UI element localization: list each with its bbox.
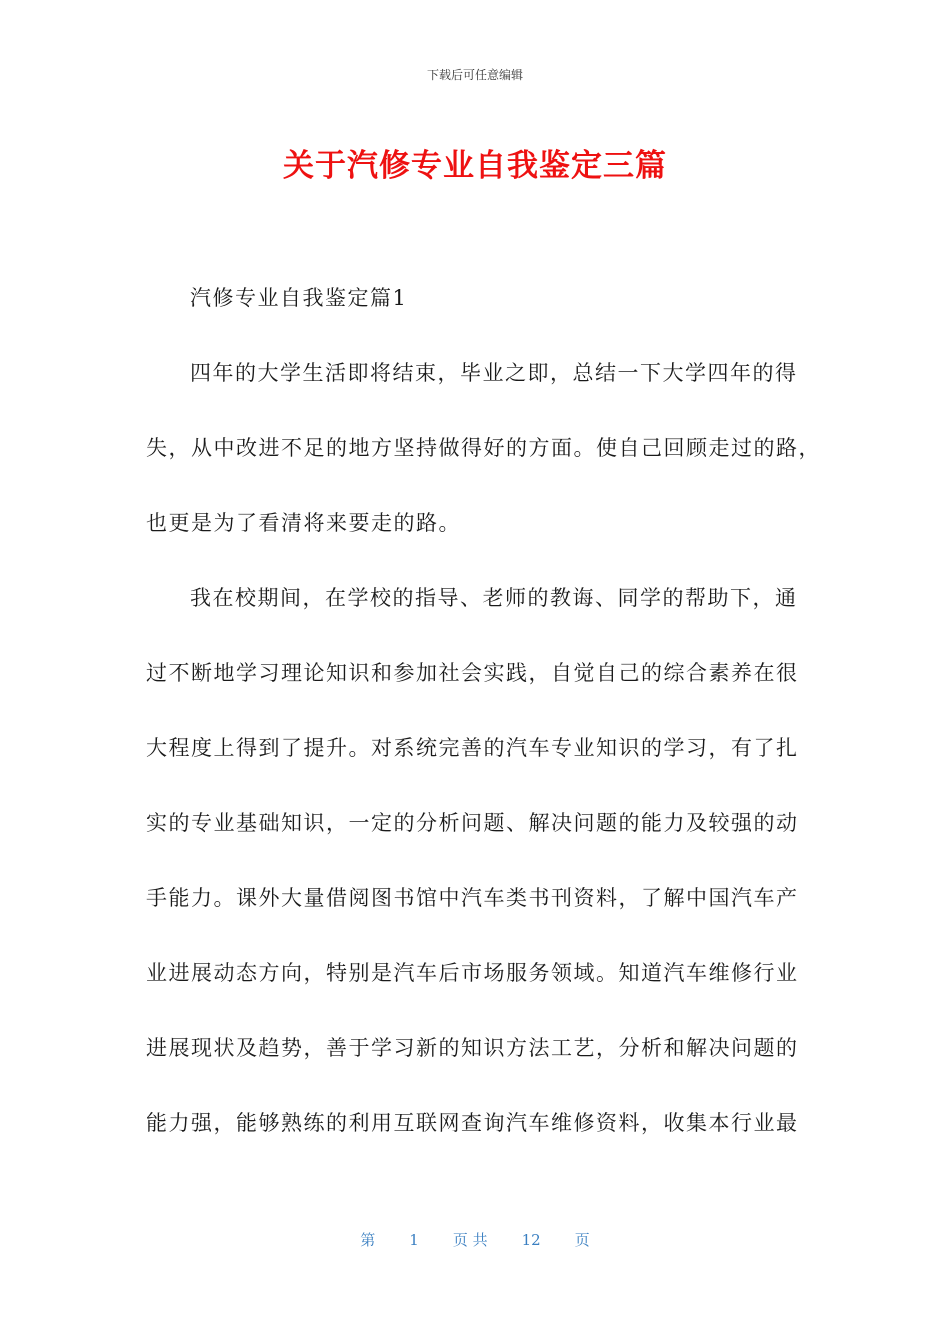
footer-total-pages: 12 xyxy=(521,1231,541,1249)
paragraph-line: 手能力。课外大量借阅图书馆中汽车类书刊资料，了解中国汽车产 xyxy=(146,886,799,910)
paragraph-line: 能力强，能够熟练的利用互联网查询汽车维修资料，收集本行业最 xyxy=(146,1111,799,1135)
paragraph-line: 大程度上得到了提升。对系统完善的汽车专业知识的学习，有了扎 xyxy=(146,736,799,760)
paragraph-line: 四年的大学生活即将结束，毕业之即，总结一下大学四年的得 xyxy=(190,361,798,385)
footer-suffix: 页 xyxy=(574,1231,590,1249)
paragraph-line: 进展现状及趋势，善于学习新的知识方法工艺，分析和解决问题的 xyxy=(146,1036,799,1060)
paragraph-line: 失，从中改进不足的地方坚持做得好的方面。使自己回顾走过的路， xyxy=(146,436,821,460)
paragraph-line: 也更是为了看清将来要走的路。 xyxy=(146,511,461,535)
section-heading: 汽修专业自我鉴定篇1 xyxy=(190,286,408,310)
paragraph-line: 实的专业基础知识，一定的分析问题、解决问题的能力及较强的动 xyxy=(146,811,799,835)
paragraph-2 xyxy=(146,584,806,1184)
paragraph-line: 业进展动态方向，特别是汽车后市场服务领域。知道汽车维修行业 xyxy=(146,961,799,985)
page-footer xyxy=(0,1229,950,1250)
header-note: 下载后可任意编辑 xyxy=(426,68,523,82)
document-body xyxy=(146,284,821,1184)
footer-middle: 页 共 xyxy=(452,1231,488,1249)
footer-prefix: 第 xyxy=(360,1231,376,1249)
footer-current-page: 1 xyxy=(409,1231,419,1249)
paragraph-line: 我在校期间，在学校的指导、老师的教诲、同学的帮助下，通 xyxy=(190,586,798,610)
document-title: 关于汽修专业自我鉴定三篇 xyxy=(283,148,667,184)
paragraph-1 xyxy=(146,359,821,584)
paragraph-line: 过不断地学习理论知识和参加社会实践，自觉自己的综合素养在很 xyxy=(146,661,799,685)
